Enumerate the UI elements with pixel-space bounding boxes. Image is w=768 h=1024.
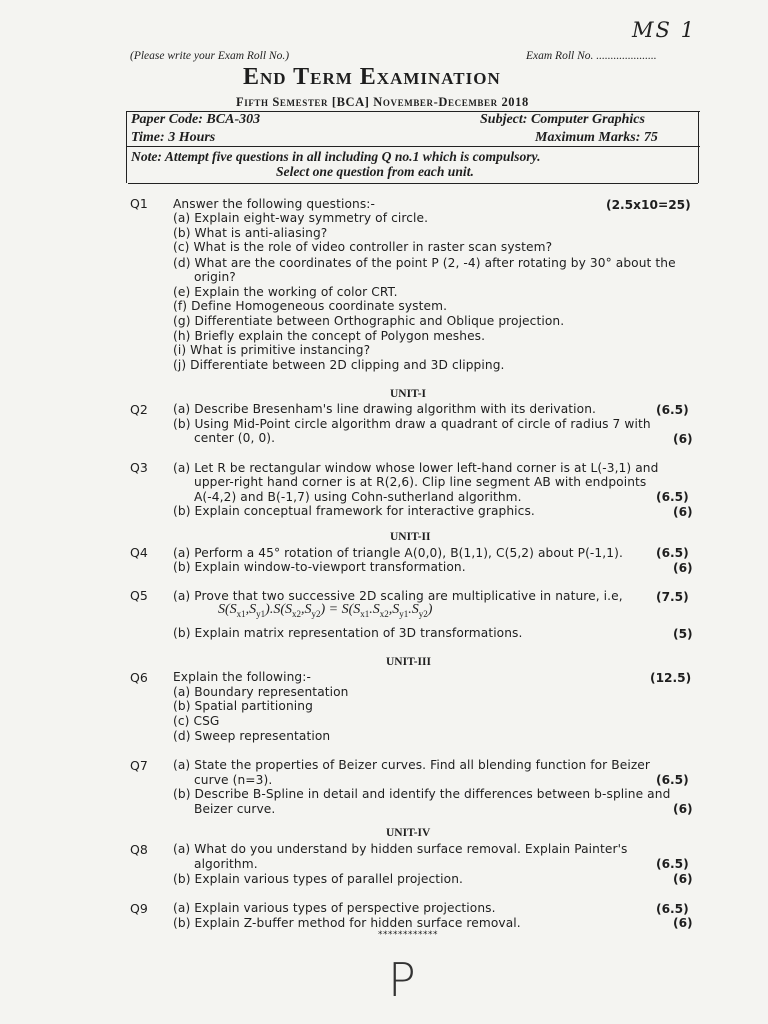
unit-heading: UNIT-I xyxy=(390,388,427,400)
paper-code: Paper Code: BCA-303 xyxy=(131,112,261,127)
corner-handwritten-mark: MS 1 xyxy=(632,18,696,42)
question-marks: (6.5) xyxy=(656,902,689,916)
question-part: (a) State the properties of Beizer curves. Find all blending function for Beizer xyxy=(173,758,651,772)
end-marker: ************ xyxy=(378,930,438,940)
question-part: (b) Explain matrix representation of 3D transformations. xyxy=(173,626,523,640)
question-marks: (6) xyxy=(673,916,693,930)
question-part: (a) Explain eight-way symmetry of circle. xyxy=(173,211,429,225)
time-allowed: Time: 3 Hours xyxy=(131,130,216,145)
question-part: (b) What is anti-aliasing? xyxy=(173,226,328,240)
question-number: Q1 xyxy=(130,196,148,211)
question-part: (a) Perform a 45° rotation of triangle A(0,0), B(1,1), C(5,2) about P(-1,1). xyxy=(173,546,623,560)
question-part: (h) Briefly explain the concept of Polygon meshes. xyxy=(173,329,486,343)
question-number: Q6 xyxy=(130,670,148,685)
question-number: Q7 xyxy=(130,758,148,773)
question-part: (a) Describe Bresenham's line drawing algorithm with its derivation. xyxy=(173,402,597,416)
unit-heading: UNIT-III xyxy=(386,656,431,668)
question-part: (b) Using Mid-Point circle algorithm draw a quadrant of circle of radius 7 with xyxy=(173,417,651,431)
question-part: (d) Sweep representation xyxy=(173,729,331,743)
info-box-left-border xyxy=(126,111,127,183)
exam-title: End Term Examination xyxy=(243,64,501,90)
question-marks: (6) xyxy=(673,802,693,816)
maximum-marks: Maximum Marks: 75 xyxy=(535,130,658,145)
info-box-bottom-border xyxy=(128,183,698,184)
handwritten-page-mark: P xyxy=(388,953,416,1007)
exam-subtitle: Fifth Semester [BCA] November-December 2018 xyxy=(236,95,529,109)
question-part: (a) Explain various types of perspective projections. xyxy=(173,901,496,915)
info-box-middle-border xyxy=(126,146,700,147)
roll-number-instruction: (Please write your Exam Roll No.) xyxy=(130,50,290,62)
question-number: Q2 xyxy=(130,402,148,417)
question-part: (a) Let R be rectangular window whose lower left-hand corner is at L(-3,1) and xyxy=(173,461,659,475)
question-marks: (6) xyxy=(673,561,693,575)
unit-heading: UNIT-II xyxy=(390,531,431,543)
roll-number-field: Exam Roll No. ..................... xyxy=(526,50,657,62)
question-number: Q4 xyxy=(130,545,148,560)
question-part: (g) Differentiate between Orthographic and Oblique projection. xyxy=(173,314,565,328)
question-part: upper-right hand corner is at R(2,6). Clip line segment AB with endpoints xyxy=(194,475,647,489)
note-line-2: Select one question from each unit. xyxy=(276,164,474,179)
question-number: Q8 xyxy=(130,842,148,857)
question-part: (b) Spatial partitioning xyxy=(173,699,313,713)
question-marks: (6) xyxy=(673,432,693,446)
question-marks: (6) xyxy=(673,505,693,519)
question-marks: (6.5) xyxy=(656,773,689,787)
question-part: Beizer curve. xyxy=(194,802,276,816)
subject: Subject: Computer Graphics xyxy=(480,112,645,127)
question-part: (c) What is the role of video controller in raster scan system? xyxy=(173,240,553,254)
question-marks: (5) xyxy=(673,627,693,641)
question-text: Answer the following questions:- xyxy=(173,197,376,211)
question-marks: (6) xyxy=(673,872,693,886)
question-part: (a) What do you understand by hidden surface removal. Explain Painter's xyxy=(173,842,628,856)
question-part: center (0, 0). xyxy=(194,431,276,445)
info-box-right-border xyxy=(698,111,699,183)
note-line-1: Note: Attempt five questions in all including Q no.1 which is compulsory. xyxy=(131,149,541,164)
question-part: (a) Boundary representation xyxy=(173,685,349,699)
question-part: (c) CSG xyxy=(173,714,220,728)
question-number: Q5 xyxy=(130,588,148,603)
question-part: (b) Explain window-to-viewport transformation. xyxy=(173,560,466,574)
question-part: A(-4,2) and B(-1,7) using Cohn-sutherland algorithm. xyxy=(194,490,522,504)
question-part: (b) Explain Z-buffer method for hidden surface removal. xyxy=(173,916,521,930)
question-part: (b) Explain various types of parallel projection. xyxy=(173,872,464,886)
question-marks: (6.5) xyxy=(656,857,689,871)
question-marks: (12.5) xyxy=(650,671,692,685)
question-marks: (6.5) xyxy=(656,403,689,417)
question-part: curve (n=3). xyxy=(194,773,273,787)
question-part: algorithm. xyxy=(194,857,258,871)
question-marks: (2.5x10=25) xyxy=(606,198,691,212)
question-marks: (6.5) xyxy=(656,546,689,560)
question-part: (j) Differentiate between 2D clipping and 3D clipping. xyxy=(173,358,505,372)
question-part: origin? xyxy=(194,270,236,284)
question-marks: (7.5) xyxy=(656,590,689,604)
question-number: Q9 xyxy=(130,901,148,916)
question-part: (e) Explain the working of color CRT. xyxy=(173,285,398,299)
question-part: (f) Define Homogeneous coordinate system. xyxy=(173,299,448,313)
question-part: (b) Describe B-Spline in detail and identify the differences between b-spline and xyxy=(173,787,671,801)
question-number: Q3 xyxy=(130,460,148,475)
question-part: (a) Prove that two successive 2D scaling are multiplicative in nature, i.e, xyxy=(173,589,623,603)
unit-heading: UNIT-IV xyxy=(386,827,431,839)
question-part: (d) What are the coordinates of the point P (2, -4) after rotating by 30° about the xyxy=(173,256,676,270)
scaling-formula: $S(S_{x1},S_{y1}).S(S_{x2},S_{y2}) = S(S_{x1}.S_{x2},S_{y1}.S_{y2})$ xyxy=(218,602,433,619)
question-part: (b) Explain conceptual framework for interactive graphics. xyxy=(173,504,535,518)
question-marks: (6.5) xyxy=(656,490,689,504)
question-text: Explain the following:- xyxy=(173,670,311,684)
question-part: (i) What is primitive instancing? xyxy=(173,343,371,357)
